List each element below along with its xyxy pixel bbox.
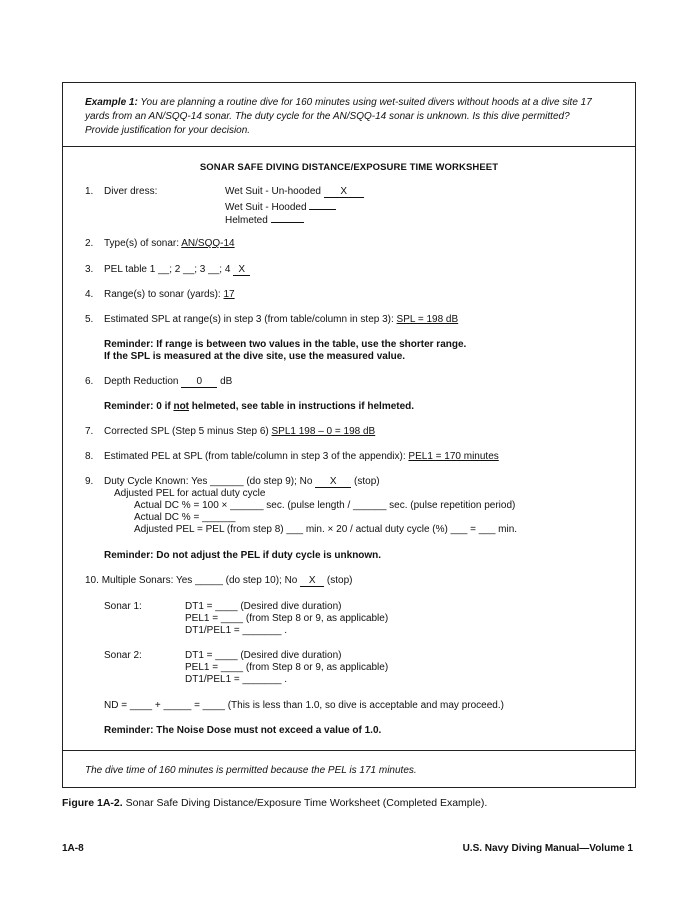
step-10-value: X — [300, 576, 324, 587]
example-body: You are planning a routine dive for 160 minutes using wet-suited divers without hoods at a dive site 17 yards from an AN/SQQ-14 sonar. The duty cycle for the AN/SQQ-14 sonar is unknown. Is this dive permitted? Provide justification for your decision. — [85, 97, 592, 136]
sonar-2-dt1: DT1 = ____ (Desired dive duration) — [185, 650, 342, 661]
step-5-number: 5. — [85, 314, 94, 325]
step-1-option-hooded: Wet Suit - Hooded — [225, 199, 336, 214]
step-2-text: Type(s) of sonar: AN/SQQ-14 — [104, 238, 235, 249]
manual-title: U.S. Navy Diving Manual—Volume 1 — [462, 843, 633, 854]
step-9-value: X — [315, 477, 351, 488]
sonar-2-ratio: DT1/PEL1 = _______ . — [185, 674, 288, 685]
step-1-hooded-blank — [309, 199, 336, 210]
step-5-value: SPL = 198 dB — [396, 314, 459, 325]
step-6-value: 0 — [181, 377, 217, 388]
step-5-reminder-1: Reminder: If range is between two values in the table, use the shorter range. — [104, 339, 467, 350]
step-9-number: 9. — [85, 476, 94, 487]
step-9-text: Duty Cycle Known: Yes ______ (do step 9); No X (stop) — [104, 476, 380, 487]
figure-label: Figure 1A-2. — [62, 797, 123, 809]
step-6-number: 6. — [85, 376, 94, 387]
step-3-number: 3. — [85, 264, 94, 275]
sonar-2-pel1: PEL1 = ____ (from Step 8 or 9, as applicable) — [185, 662, 389, 673]
step-8-number: 8. — [85, 451, 94, 462]
step-9-line-2: Actual DC % = 100 × ______ sec. (pulse length / ______ sec. (pulse repetition period) — [134, 500, 516, 511]
step-9-line-4: Adjusted PEL = PEL (from step 8) ___ min. × 20 / actual duty cycle (%) ___ = ___ min. — [134, 524, 518, 535]
step-2-value: AN/SQQ-14 — [181, 238, 235, 249]
sonar-1-pel1: PEL1 = ____ (from Step 8 or 9, as applicable) — [185, 613, 389, 624]
divider-bottom — [63, 750, 635, 751]
step-3-text: PEL table 1 __; 2 __; 3 __; 4 X — [104, 264, 250, 276]
noise-dose-line: ND = ____ + _____ = ____ (This is less than 1.0, so dive is acceptable and may proceed.) — [104, 700, 504, 711]
step-9-line-3: Actual DC % = ______ — [134, 512, 236, 523]
divider-top — [63, 146, 635, 147]
step-1-unhooded-value: X — [324, 187, 364, 198]
figure-caption — [62, 797, 487, 809]
step-9-line-1: Adjusted PEL for actual duty cycle — [114, 488, 266, 499]
step-8-value: PEL1 = 170 minutes — [408, 451, 499, 462]
step-3-value: X — [233, 265, 250, 276]
step-4-text: Range(s) to sonar (yards): 17 — [104, 289, 235, 300]
step-5-reminder-2: If the SPL is measured at the dive site, use the measured value. — [104, 351, 406, 362]
step-10-reminder: Reminder: The Noise Dose must not exceed a value of 1.0. — [104, 725, 382, 736]
step-9-reminder: Reminder: Do not adjust the PEL if duty cycle is unknown. — [104, 550, 382, 561]
step-4-value: 17 — [223, 289, 235, 300]
example-text — [85, 96, 605, 138]
page-number: 1A-8 — [62, 843, 84, 854]
step-6-text: Depth Reduction 0 dB — [104, 376, 233, 387]
step-5-text: Estimated SPL at range(s) in step 3 (from table/column in step 3): SPL = 198 dB — [104, 314, 459, 325]
step-6-reminder: Reminder: 0 if not helmeted, see table in instructions if helmeted. — [104, 401, 415, 412]
step-7-number: 7. — [85, 426, 94, 437]
step-10-text: 10. Multiple Sonars: Yes _____ (do step 10); No X (stop) — [85, 575, 353, 586]
sonar-1-ratio: DT1/PEL1 = _______ . — [185, 625, 288, 636]
step-1-option-unhooded: Wet Suit - Un-hooded X — [225, 186, 364, 198]
step-1-helmeted-blank — [271, 212, 304, 223]
step-1-number: 1. — [85, 186, 94, 197]
example-label: Example 1: — [85, 97, 138, 108]
step-4-number: 4. — [85, 289, 94, 300]
step-1-option-helmeted: Helmeted — [225, 212, 304, 227]
worksheet-title: SONAR SAFE DIVING DISTANCE/EXPOSURE TIME WORKSHEET — [199, 162, 499, 173]
sonar-1-label: Sonar 1: — [104, 601, 142, 612]
worksheet-box — [62, 82, 636, 788]
sonar-2-label: Sonar 2: — [104, 650, 142, 661]
conclusion-text: The dive time of 160 minutes is permitted because the PEL is 171 minutes. — [85, 765, 417, 776]
step-1-label: Diver dress: — [104, 186, 158, 197]
step-2-number: 2. — [85, 238, 94, 249]
step-7-text: Corrected SPL (Step 5 minus Step 6) SPL1 198 – 0 = 198 dB — [104, 426, 376, 437]
step-8-text: Estimated PEL at SPL (from table/column in step 3 of the appendix): PEL1 = 170 minutes — [104, 451, 499, 462]
step-7-value: SPL1 198 – 0 = 198 dB — [271, 426, 376, 437]
figure-title: Sonar Safe Diving Distance/Exposure Time Worksheet (Completed Example). — [122, 797, 488, 809]
sonar-1-dt1: DT1 = ____ (Desired dive duration) — [185, 601, 342, 612]
